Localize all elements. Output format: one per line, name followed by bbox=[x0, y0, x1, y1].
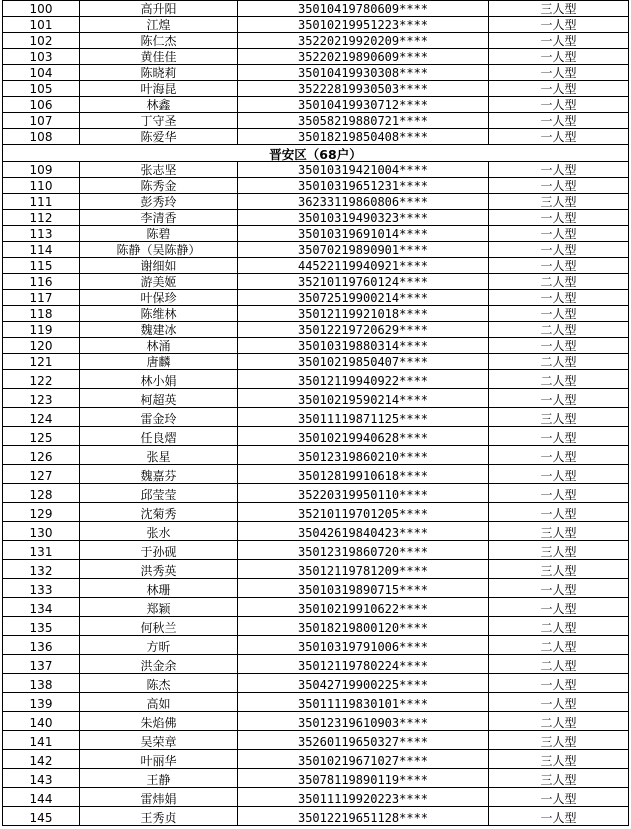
row-number-cell: 119 bbox=[3, 322, 80, 338]
name-cell: 林小娟 bbox=[80, 370, 238, 389]
table-row bbox=[3, 97, 629, 113]
id-number-cell: 35042719900225**** bbox=[238, 674, 489, 693]
id-number-cell: 35012219720629**** bbox=[238, 322, 489, 338]
name-cell: 叶保珍 bbox=[80, 290, 238, 306]
row-number-cell: 140 bbox=[3, 712, 80, 731]
id-number-cell: 35010319890715**** bbox=[238, 579, 489, 598]
name-cell: 叶丽华 bbox=[80, 750, 238, 769]
table-row bbox=[3, 290, 629, 306]
row-number-cell: 139 bbox=[3, 693, 80, 712]
row-number-cell: 120 bbox=[3, 338, 80, 354]
table-body-bottom bbox=[3, 162, 629, 826]
id-number-cell: 36233119860806**** bbox=[238, 194, 489, 210]
household-type-cell: 三人型 bbox=[489, 522, 629, 541]
id-number-cell: 35011119920223**** bbox=[238, 788, 489, 807]
id-number-cell: 35012119780224**** bbox=[238, 655, 489, 674]
table-row bbox=[3, 598, 629, 617]
spreadsheet bbox=[2, 0, 628, 826]
row-number-cell: 127 bbox=[3, 465, 80, 484]
table-row bbox=[3, 322, 629, 338]
household-type-cell: 一人型 bbox=[489, 598, 629, 617]
name-cell: 王秀贞 bbox=[80, 807, 238, 826]
name-cell: 沈菊秀 bbox=[80, 503, 238, 522]
row-number-cell: 102 bbox=[3, 33, 80, 49]
row-number-cell: 130 bbox=[3, 522, 80, 541]
row-number-cell: 123 bbox=[3, 389, 80, 408]
table-row bbox=[3, 242, 629, 258]
id-number-cell: 35010319421004**** bbox=[238, 162, 489, 178]
household-type-cell: 三人型 bbox=[489, 731, 629, 750]
table-row bbox=[3, 338, 629, 354]
name-cell: 邱莹莹 bbox=[80, 484, 238, 503]
id-number-cell: 35010419930712**** bbox=[238, 97, 489, 113]
table-row bbox=[3, 49, 629, 65]
section-row bbox=[3, 145, 629, 162]
table-row bbox=[3, 788, 629, 807]
name-cell: 于孙砚 bbox=[80, 541, 238, 560]
name-cell: 陈碧 bbox=[80, 226, 238, 242]
name-cell: 王静 bbox=[80, 769, 238, 788]
household-type-cell: 一人型 bbox=[489, 427, 629, 446]
row-number-cell: 108 bbox=[3, 129, 80, 145]
name-cell: 朱焰佛 bbox=[80, 712, 238, 731]
name-cell: 彭秀玲 bbox=[80, 194, 238, 210]
id-number-cell: 35010219910622**** bbox=[238, 598, 489, 617]
table-row bbox=[3, 17, 629, 33]
household-type-cell: 一人型 bbox=[489, 97, 629, 113]
household-type-cell: 一人型 bbox=[489, 465, 629, 484]
id-number-cell: 35010219850407**** bbox=[238, 354, 489, 370]
table-row bbox=[3, 484, 629, 503]
table-row bbox=[3, 693, 629, 712]
row-number-cell: 105 bbox=[3, 81, 80, 97]
name-cell: 高升阳 bbox=[80, 1, 238, 17]
table-row bbox=[3, 712, 629, 731]
id-number-cell: 35011119871125**** bbox=[238, 408, 489, 427]
household-type-cell: 一人型 bbox=[489, 210, 629, 226]
name-cell: 张水 bbox=[80, 522, 238, 541]
row-number-cell: 135 bbox=[3, 617, 80, 636]
row-number-cell: 129 bbox=[3, 503, 80, 522]
table-row bbox=[3, 162, 629, 178]
household-type-cell: 一人型 bbox=[489, 162, 629, 178]
row-number-cell: 124 bbox=[3, 408, 80, 427]
row-number-cell: 118 bbox=[3, 306, 80, 322]
id-number-cell: 44522119940921**** bbox=[238, 258, 489, 274]
row-number-cell: 138 bbox=[3, 674, 80, 693]
household-type-cell: 三人型 bbox=[489, 194, 629, 210]
row-number-cell: 121 bbox=[3, 354, 80, 370]
household-type-cell: 一人型 bbox=[489, 81, 629, 97]
id-number-cell: 35018219850408**** bbox=[238, 129, 489, 145]
id-number-cell: 35010219590214**** bbox=[238, 389, 489, 408]
row-number-cell: 136 bbox=[3, 636, 80, 655]
household-type-cell: 三人型 bbox=[489, 541, 629, 560]
table-row bbox=[3, 274, 629, 290]
household-type-cell: 一人型 bbox=[489, 674, 629, 693]
id-number-cell: 35058219880721**** bbox=[238, 113, 489, 129]
table-row bbox=[3, 522, 629, 541]
row-number-cell: 111 bbox=[3, 194, 80, 210]
id-number-cell: 35010419780609**** bbox=[238, 1, 489, 17]
id-number-cell: 35012119940922**** bbox=[238, 370, 489, 389]
table-row bbox=[3, 465, 629, 484]
table-row bbox=[3, 807, 629, 826]
table-row bbox=[3, 579, 629, 598]
name-cell: 张志坚 bbox=[80, 162, 238, 178]
id-number-cell: 35010319691014**** bbox=[238, 226, 489, 242]
name-cell: 何秋兰 bbox=[80, 617, 238, 636]
name-cell: 陈爱华 bbox=[80, 129, 238, 145]
name-cell: 谢细如 bbox=[80, 258, 238, 274]
row-number-cell: 141 bbox=[3, 731, 80, 750]
table-row bbox=[3, 750, 629, 769]
row-number-cell: 100 bbox=[3, 1, 80, 17]
id-number-cell: 35260119650327**** bbox=[238, 731, 489, 750]
row-number-cell: 103 bbox=[3, 49, 80, 65]
row-number-cell: 131 bbox=[3, 541, 80, 560]
row-number-cell: 104 bbox=[3, 65, 80, 81]
household-table bbox=[2, 0, 629, 826]
row-number-cell: 122 bbox=[3, 370, 80, 389]
row-number-cell: 110 bbox=[3, 178, 80, 194]
household-type-cell: 一人型 bbox=[489, 226, 629, 242]
table-row bbox=[3, 113, 629, 129]
row-number-cell: 112 bbox=[3, 210, 80, 226]
row-number-cell: 117 bbox=[3, 290, 80, 306]
id-number-cell: 35220219920209**** bbox=[238, 33, 489, 49]
id-number-cell: 35070219890901**** bbox=[238, 242, 489, 258]
row-number-cell: 134 bbox=[3, 598, 80, 617]
row-number-cell: 132 bbox=[3, 560, 80, 579]
household-type-cell: 一人型 bbox=[489, 65, 629, 81]
household-type-cell: 三人型 bbox=[489, 750, 629, 769]
name-cell: 吴荣章 bbox=[80, 731, 238, 750]
section-row-group bbox=[3, 145, 629, 162]
row-number-cell: 116 bbox=[3, 274, 80, 290]
name-cell: 魏建冰 bbox=[80, 322, 238, 338]
id-number-cell: 35010319880314**** bbox=[238, 338, 489, 354]
name-cell: 雷炜娟 bbox=[80, 788, 238, 807]
household-type-cell: 一人型 bbox=[489, 788, 629, 807]
household-type-cell: 一人型 bbox=[489, 242, 629, 258]
table-row bbox=[3, 129, 629, 145]
table-row bbox=[3, 655, 629, 674]
row-number-cell: 115 bbox=[3, 258, 80, 274]
id-number-cell: 35072519900214**** bbox=[238, 290, 489, 306]
name-cell: 高如 bbox=[80, 693, 238, 712]
household-type-cell: 一人型 bbox=[489, 258, 629, 274]
row-number-cell: 128 bbox=[3, 484, 80, 503]
table-row bbox=[3, 178, 629, 194]
name-cell: 陈秀金 bbox=[80, 178, 238, 194]
table-row bbox=[3, 446, 629, 465]
table-row bbox=[3, 731, 629, 750]
row-number-cell: 142 bbox=[3, 750, 80, 769]
table-body-top bbox=[3, 1, 629, 145]
id-number-cell: 35018219800120**** bbox=[238, 617, 489, 636]
table-row bbox=[3, 81, 629, 97]
row-number-cell: 125 bbox=[3, 427, 80, 446]
name-cell: 李清香 bbox=[80, 210, 238, 226]
id-number-cell: 35012319860720**** bbox=[238, 541, 489, 560]
row-number-cell: 144 bbox=[3, 788, 80, 807]
name-cell: 任良熠 bbox=[80, 427, 238, 446]
household-type-cell: 二人型 bbox=[489, 617, 629, 636]
household-type-cell: 三人型 bbox=[489, 408, 629, 427]
id-number-cell: 35012819910618**** bbox=[238, 465, 489, 484]
table-row bbox=[3, 210, 629, 226]
name-cell: 林珊 bbox=[80, 579, 238, 598]
table-row bbox=[3, 33, 629, 49]
table-row bbox=[3, 354, 629, 370]
name-cell: 魏嘉芬 bbox=[80, 465, 238, 484]
id-number-cell: 35011119830101**** bbox=[238, 693, 489, 712]
household-type-cell: 二人型 bbox=[489, 274, 629, 290]
household-type-cell: 一人型 bbox=[489, 693, 629, 712]
table-row bbox=[3, 674, 629, 693]
name-cell: 陈维林 bbox=[80, 306, 238, 322]
id-number-cell: 35220219890609**** bbox=[238, 49, 489, 65]
id-number-cell: 35010219671027**** bbox=[238, 750, 489, 769]
id-number-cell: 35012119781209**** bbox=[238, 560, 489, 579]
row-number-cell: 113 bbox=[3, 226, 80, 242]
household-type-cell: 一人型 bbox=[489, 178, 629, 194]
row-number-cell: 143 bbox=[3, 769, 80, 788]
row-number-cell: 106 bbox=[3, 97, 80, 113]
id-number-cell: 35078119890119**** bbox=[238, 769, 489, 788]
table-row bbox=[3, 408, 629, 427]
table-row bbox=[3, 503, 629, 522]
id-number-cell: 35010419930308**** bbox=[238, 65, 489, 81]
name-cell: 丁守圣 bbox=[80, 113, 238, 129]
household-type-cell: 一人型 bbox=[489, 113, 629, 129]
table-row bbox=[3, 65, 629, 81]
id-number-cell: 35220319950110**** bbox=[238, 484, 489, 503]
household-type-cell: 一人型 bbox=[489, 807, 629, 826]
table-row bbox=[3, 370, 629, 389]
section-header: 晋安区（68户） bbox=[3, 145, 629, 162]
table-row bbox=[3, 769, 629, 788]
name-cell: 林涌 bbox=[80, 338, 238, 354]
household-type-cell: 二人型 bbox=[489, 655, 629, 674]
row-number-cell: 114 bbox=[3, 242, 80, 258]
household-type-cell: 一人型 bbox=[489, 503, 629, 522]
household-type-cell: 一人型 bbox=[489, 579, 629, 598]
id-number-cell: 35210119760124**** bbox=[238, 274, 489, 290]
household-type-cell: 一人型 bbox=[489, 33, 629, 49]
name-cell: 黄佳佳 bbox=[80, 49, 238, 65]
table-row bbox=[3, 636, 629, 655]
name-cell: 江煌 bbox=[80, 17, 238, 33]
row-number-cell: 137 bbox=[3, 655, 80, 674]
table-row bbox=[3, 560, 629, 579]
id-number-cell: 35012119921018**** bbox=[238, 306, 489, 322]
name-cell: 洪金余 bbox=[80, 655, 238, 674]
household-type-cell: 一人型 bbox=[489, 290, 629, 306]
name-cell: 林鑫 bbox=[80, 97, 238, 113]
id-number-cell: 35010219951223**** bbox=[238, 17, 489, 33]
table-row bbox=[3, 1, 629, 17]
name-cell: 唐麟 bbox=[80, 354, 238, 370]
household-type-cell: 一人型 bbox=[489, 49, 629, 65]
id-number-cell: 35042619840423**** bbox=[238, 522, 489, 541]
household-type-cell: 二人型 bbox=[489, 322, 629, 338]
row-number-cell: 133 bbox=[3, 579, 80, 598]
name-cell: 陈晓莉 bbox=[80, 65, 238, 81]
id-number-cell: 35012219651128**** bbox=[238, 807, 489, 826]
name-cell: 柯超英 bbox=[80, 389, 238, 408]
name-cell: 游美姬 bbox=[80, 274, 238, 290]
household-type-cell: 三人型 bbox=[489, 560, 629, 579]
household-type-cell: 一人型 bbox=[489, 17, 629, 33]
table-row bbox=[3, 226, 629, 242]
household-type-cell: 一人型 bbox=[489, 484, 629, 503]
id-number-cell: 35010219940628**** bbox=[238, 427, 489, 446]
id-number-cell: 35010319791006**** bbox=[238, 636, 489, 655]
id-number-cell: 35210119701205**** bbox=[238, 503, 489, 522]
table-row bbox=[3, 194, 629, 210]
household-type-cell: 一人型 bbox=[489, 338, 629, 354]
name-cell: 陈杰 bbox=[80, 674, 238, 693]
table-row bbox=[3, 617, 629, 636]
table-row bbox=[3, 258, 629, 274]
table-row bbox=[3, 389, 629, 408]
household-type-cell: 二人型 bbox=[489, 712, 629, 731]
id-number-cell: 35222819930503**** bbox=[238, 81, 489, 97]
household-type-cell: 一人型 bbox=[489, 446, 629, 465]
table-row bbox=[3, 541, 629, 560]
household-type-cell: 一人型 bbox=[489, 389, 629, 408]
household-type-cell: 二人型 bbox=[489, 370, 629, 389]
household-type-cell: 三人型 bbox=[489, 1, 629, 17]
household-type-cell: 一人型 bbox=[489, 306, 629, 322]
id-number-cell: 35012319860210**** bbox=[238, 446, 489, 465]
name-cell: 叶海昆 bbox=[80, 81, 238, 97]
name-cell: 陈仁杰 bbox=[80, 33, 238, 49]
household-type-cell: 二人型 bbox=[489, 354, 629, 370]
name-cell: 郑颖 bbox=[80, 598, 238, 617]
name-cell: 方昕 bbox=[80, 636, 238, 655]
row-number-cell: 126 bbox=[3, 446, 80, 465]
name-cell: 雷金玲 bbox=[80, 408, 238, 427]
id-number-cell: 35010319490323**** bbox=[238, 210, 489, 226]
id-number-cell: 35012319610903**** bbox=[238, 712, 489, 731]
name-cell: 陈静（吴陈静） bbox=[80, 242, 238, 258]
household-type-cell: 一人型 bbox=[489, 129, 629, 145]
table-row bbox=[3, 427, 629, 446]
row-number-cell: 109 bbox=[3, 162, 80, 178]
household-type-cell: 二人型 bbox=[489, 636, 629, 655]
name-cell: 洪秀英 bbox=[80, 560, 238, 579]
name-cell: 张星 bbox=[80, 446, 238, 465]
row-number-cell: 101 bbox=[3, 17, 80, 33]
household-type-cell: 三人型 bbox=[489, 769, 629, 788]
row-number-cell: 145 bbox=[3, 807, 80, 826]
id-number-cell: 35010319651231**** bbox=[238, 178, 489, 194]
table-row bbox=[3, 306, 629, 322]
row-number-cell: 107 bbox=[3, 113, 80, 129]
